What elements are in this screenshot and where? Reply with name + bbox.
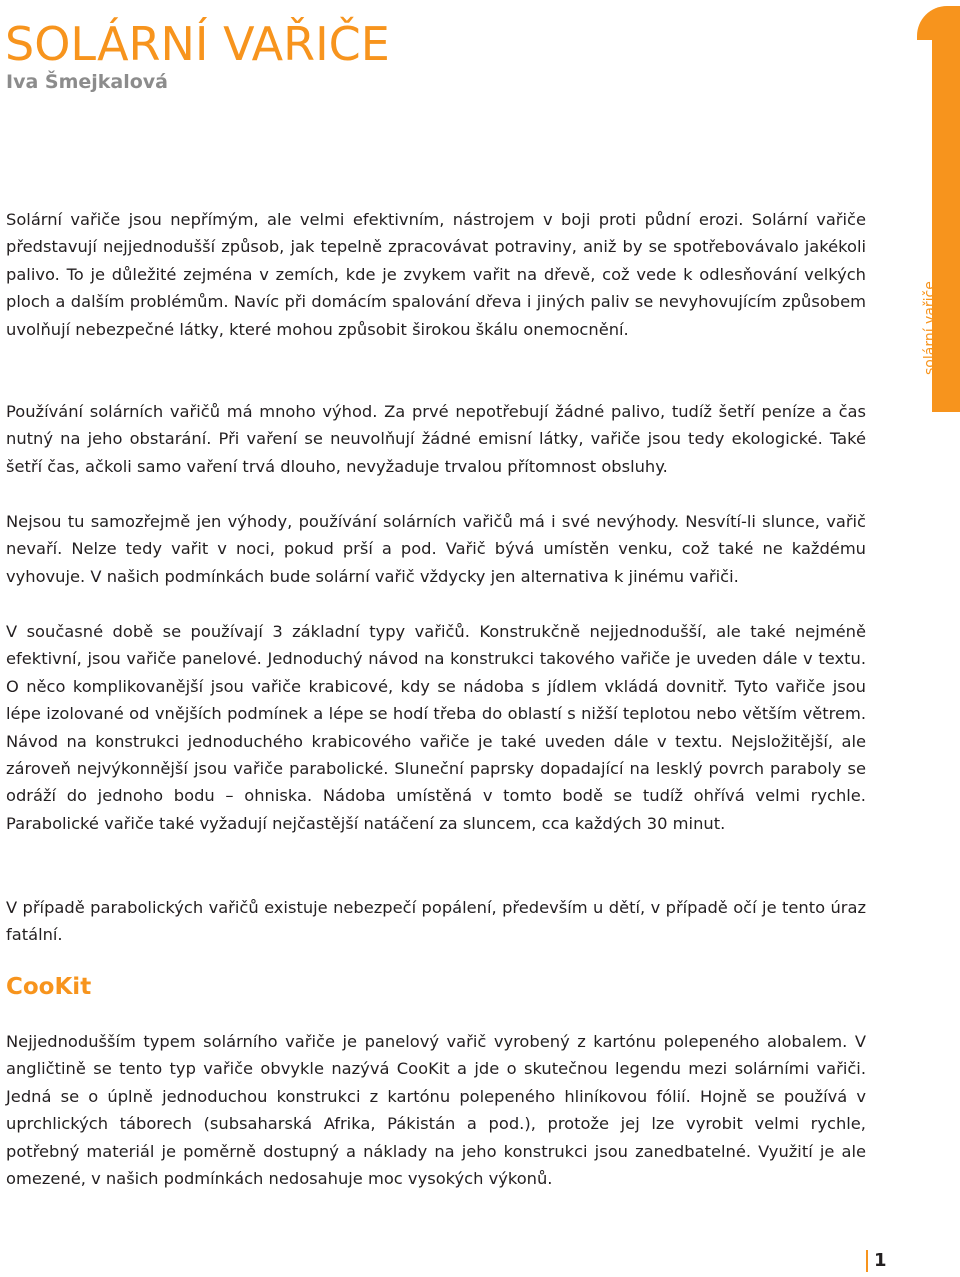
- paragraph-disadvantages: Nejsou tu samozřejmě jen výhody, používání solárních vařičů má i své nevýhody. Nesvítí-li slunce, vařič nevaří. Nelze tedy vařit v noci, pokud prší a pod. Vařič bývá umístěn venku, což také ne každému vyhovuje. V našich podmínkách bude solární vařič vždycky jen alternativa k jinému vařiči.: [6, 512, 866, 586]
- paragraph-advantages: Používání solárních vařičů má mnoho výhod. Za prvé nepotřebují žádné palivo, tudíž šetří peníze a čas nutný na jeho obstarání. Při vaření se neuvolňují žádné emisní látky, vařiče jsou tedy ekologické. Také šetří čas, ačkoli samo vaření trvá dlouho, nevyžaduje trvalou přítomnost obsluhy.: [6, 402, 866, 476]
- section-heading-cookit: CooKit: [6, 974, 92, 1000]
- chapter-side-label: solární vařiče: [922, 281, 938, 375]
- page-number: 1: [874, 1250, 887, 1271]
- paragraph-cookit: Nejjednodušším typem solárního vařiče je panelový vařič vyrobený z kartónu polepeného alobalem. V angličtině se tento typ vařiče obvykle nazývá CooKit a jde o skutečnou legendu mezi solárními vařiči. Jedná se o úplně jednoduchou konstrukci z kartónu polepeného hliníkovou fólií. Hojně se používá v uprchlických táborech (subsaharská Afrika, Pákistán a pod.), protože jej lze vyrobit velmi rychle, potřebný materiál je poměrně dostupný a náklady na jeho konstrukci jsou zanedbatelné. Využití je ale omezené, v našich podmínkách nedosahuje moc vysokých výkonů.: [6, 1032, 866, 1189]
- page-number-divider: [866, 1250, 868, 1272]
- paragraph-types: V současné době se používají 3 základní typy vařičů. Konstrukčně nejjednodušší, ale také nejméně efektivní, jsou vařiče panelové. Jednoduchý návod na konstrukci takového vařiče je uveden dále v textu. O něco komplikovanější jsou vařiče krabicové, kdy se nádoba s jídlem vkládá dovnitř. Tyto vařiče jsou lépe izolované od vnějších podmínek a lépe se hodí třeba do oblastí s nižší teplotou nebo větším větrem. Návod na konstrukci jednoduchého krabicového vařiče je také uveden dále v textu. Nejsložitější, ale zároveň nejvýkonnější jsou vařiče parabolické. Sluneční paprsky dopadající na lesklý povrch paraboly se odráží do jednoho bodu – ohniska. Nádoba umístěná v tomto bodě se tudíž ohřívá velmi rychle. Parabolické vařiče také vyžadují nejčastější natáčení za sluncem, cca každých 30 minut.: [6, 622, 866, 833]
- paragraph-warning: V případě parabolických vařičů existuje nebezpečí popálení, především u dětí, v případě očí je tento úraz fatální.: [6, 898, 866, 945]
- page-title: SOLÁRNÍ VAŘIČE: [5, 17, 390, 71]
- author-name: Iva Šmejkalová: [6, 71, 169, 93]
- paragraph-intro: Solární vařiče jsou nepřímým, ale velmi efektivním, nástrojem v boji proti půdní erozi. Solární vařiče představují nejjednodušší způsob, jak tepelně zpracovávat potraviny, aniž by se spotřebovávalo jakékoli palivo. To je důležité zejména v zemích, kde je zvykem vařit na dřevě, což vede k odlesňování velkých ploch a dalším problémům. Navíc při domácím spalování dřeva i jiných paliv se nevyhovujícím způsobem uvolňují nebezpečné látky, které mohou způsobit širokou škálu onemocnění.: [6, 210, 866, 339]
- chapter-tab-notch: [917, 40, 932, 70]
